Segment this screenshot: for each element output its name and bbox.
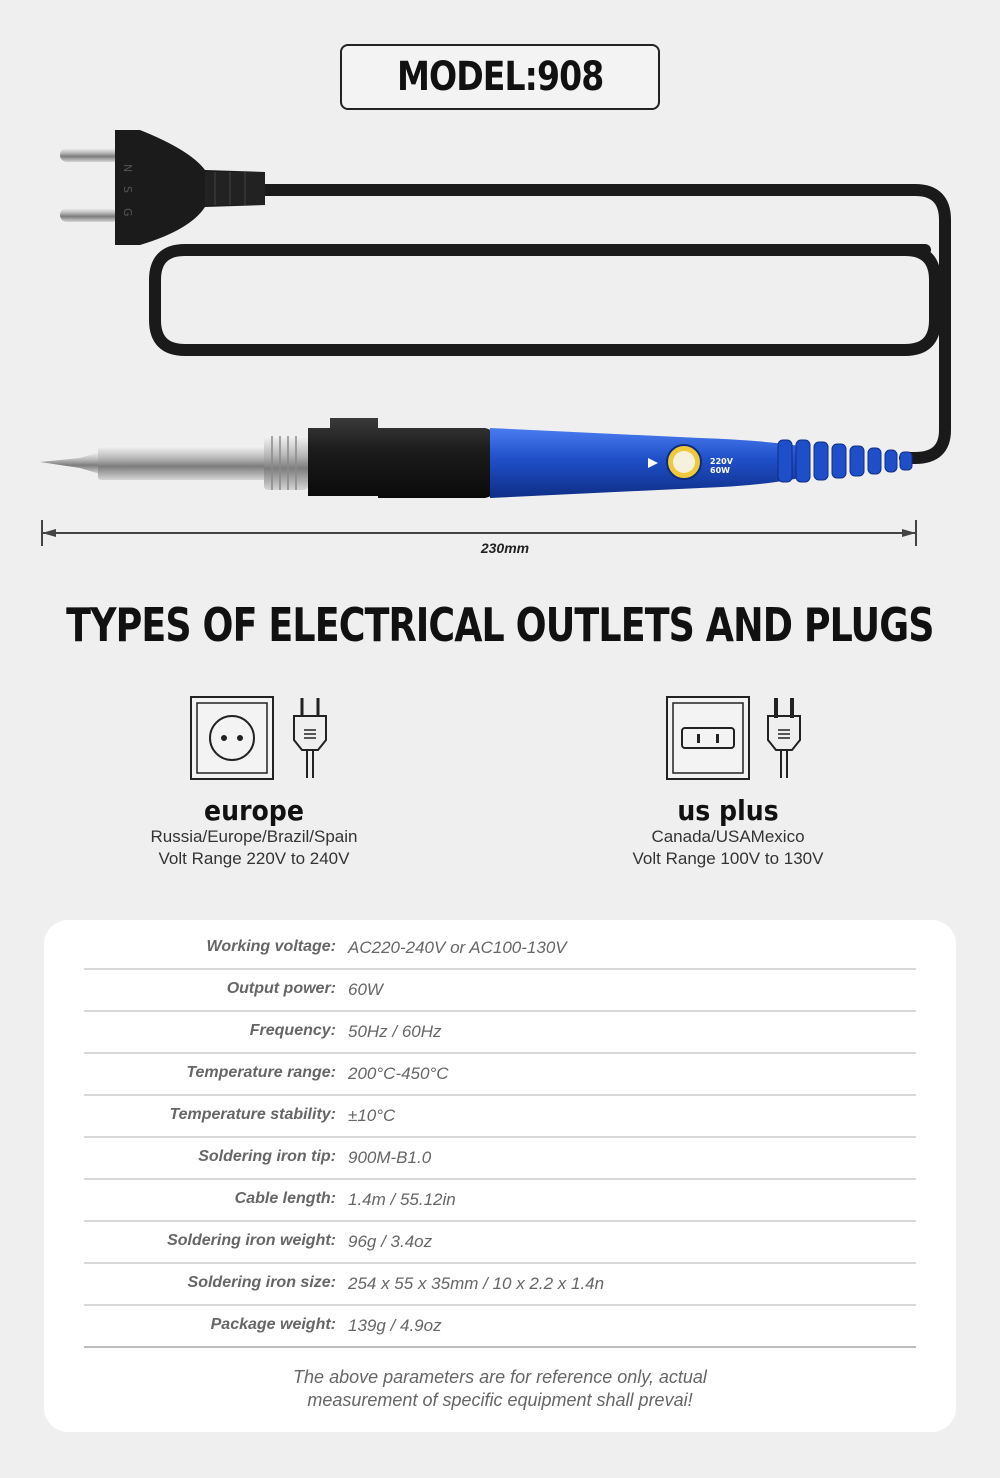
- handle-voltage-label: 220V: [710, 457, 733, 466]
- spec-value: 139g / 4.9oz: [348, 1316, 442, 1335]
- plug-name-europe: europe: [204, 794, 304, 827]
- spec-row: [84, 1012, 916, 1054]
- us-plug-section: [558, 696, 898, 870]
- spec-label: Output power:: [226, 980, 336, 997]
- flat-socket-icon: [666, 696, 750, 780]
- section-title: TYPES OF ELECTRICAL OUTLETS AND PLUGS: [66, 598, 934, 652]
- spec-label: Soldering iron tip:: [198, 1148, 336, 1165]
- spec-table: [44, 920, 956, 1432]
- plug-name-us: us plus: [677, 794, 779, 827]
- plug-countries-us: Canada/USAMexico: [651, 827, 805, 846]
- power-cable: [155, 190, 945, 458]
- spec-value: 200°C-450°C: [348, 1064, 449, 1083]
- europe-plug-section: [84, 696, 424, 870]
- spec-label: Cable length:: [234, 1190, 336, 1207]
- spec-label: Soldering iron weight:: [167, 1232, 336, 1249]
- disclaimer-note: [44, 1366, 956, 1412]
- spec-row: [84, 1264, 916, 1306]
- spec-value: 1.4m / 55.12in: [348, 1190, 456, 1209]
- soldering-iron-image: [0, 110, 1000, 570]
- spec-label: Package weight:: [210, 1316, 336, 1333]
- iron-tip: [40, 436, 308, 490]
- spec-label: Frequency:: [249, 1022, 336, 1039]
- strain-relief: [778, 440, 912, 482]
- spec-value: 50Hz / 60Hz: [348, 1022, 442, 1041]
- spec-label: Working voltage:: [206, 938, 336, 955]
- spec-value: 900M-B1.0: [348, 1148, 432, 1167]
- plug-letter-g: G: [121, 208, 134, 217]
- spec-value: ±10°C: [348, 1106, 396, 1125]
- disclaimer-line-2: measurement of specific equipment shall prevai!: [307, 1390, 693, 1410]
- eu-plug: [60, 130, 265, 245]
- spec-row: [84, 1222, 916, 1264]
- spec-label: Temperature range:: [186, 1064, 336, 1081]
- eu-plug-icon: [290, 696, 330, 780]
- plug-letter-n: N: [121, 164, 134, 173]
- round-socket-icon: [190, 696, 274, 780]
- spec-row: [84, 1138, 916, 1180]
- spec-row: [84, 970, 916, 1012]
- spec-value: AC220-240V or AC100-130V: [348, 938, 567, 957]
- us-plug-icon: [764, 696, 804, 780]
- spec-value: 60W: [348, 980, 383, 999]
- blue-handle: [490, 428, 800, 498]
- spec-label: Temperature stability:: [169, 1106, 336, 1123]
- dimension-label: 230mm: [480, 540, 530, 556]
- disclaimer-line-1: The above parameters are for reference only, actual: [293, 1367, 707, 1387]
- spec-row: [84, 1306, 916, 1348]
- model-label: MODEL:908: [396, 54, 604, 100]
- plug-countries-europe: Russia/Europe/Brazil/Spain: [150, 827, 358, 846]
- plug-letter-s: S: [121, 186, 134, 193]
- handle-power-label: 60W: [710, 466, 730, 475]
- model-label-box: [340, 44, 660, 110]
- spec-row: [84, 1054, 916, 1096]
- spec-value: 254 x 55 x 35mm / 10 x 2.2 x 1.4n: [348, 1274, 605, 1293]
- plug-volt-europe: Volt Range 220V to 240V: [158, 849, 350, 868]
- spec-row: [84, 1180, 916, 1222]
- spec-value: 96g / 3.4oz: [348, 1232, 433, 1251]
- rubber-grip: [308, 418, 495, 498]
- plug-volt-us: Volt Range 100V to 130V: [632, 849, 824, 868]
- spec-label: Soldering iron size:: [187, 1274, 336, 1291]
- spec-row: [84, 928, 916, 970]
- spec-row: [84, 1096, 916, 1138]
